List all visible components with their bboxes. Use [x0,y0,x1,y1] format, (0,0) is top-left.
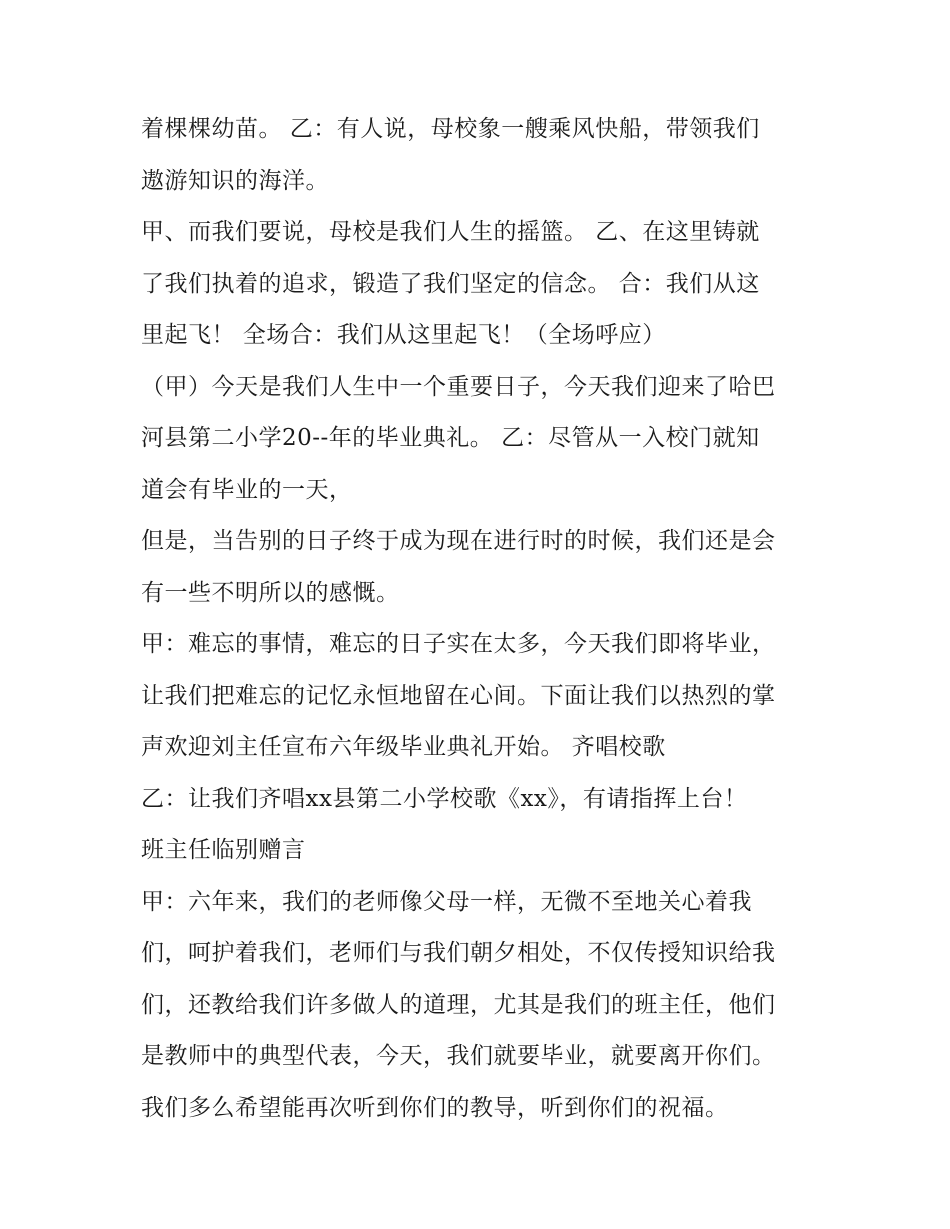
text-line: 着棵棵幼苗。 乙：有人说，母校象一艘乘风快船，带领我们 [141,116,760,142]
text-line: 遨游知识的海洋。 [141,167,329,194]
text-line: 甲：难忘的事情，难忘的日子实在太多，今天我们即将毕业， [141,631,776,657]
text-line: 河县第二小学20--年的毕业典礼。 乙：尽管从一入校门就知 [141,425,760,451]
text-line: 甲、而我们要说，母校是我们人生的摇篮。 乙、在这里铸就 [141,219,760,245]
text-line: （甲）今天是我们人生中一个重要日子，今天我们迎来了哈巴 [141,373,776,400]
text-line: 甲：六年来，我们的老师像父母一样，无微不至地关心着我 [141,888,752,915]
text-line: 但是，当告别的日子终于成为现在进行时的时候，我们还是会 [141,528,776,554]
text-line: 声欢迎刘主任宣布六年级毕业典礼开始。 齐唱校歌 [141,734,666,760]
text-line: 们，呵护着我们，老师们与我们朝夕相处，不仅传授知识给我 [141,940,776,966]
text-line: 乙：让我们齐唱xx县第二小学校歌《xx》，有请指挥上台！ [141,785,748,812]
text-line: 班主任临别赠言 [141,837,306,863]
text-line: 让我们把难忘的记忆永恒地留在心间。下面让我们以热烈的掌 [141,682,776,709]
text-line: 们，还教给我们许多做人的道理，尤其是我们的班主任，他们 [141,991,776,1018]
text-line: 里起飞！ 全场合：我们从这里起飞！（全场呼应） [141,322,666,348]
text-line: 有一些不明所以的感慨。 [141,579,400,606]
text-line: 我们多么希望能再次听到你们的教导，听到你们的祝福。 [141,1094,729,1121]
document-body [141,104,821,1134]
text-line: 道会有毕业的一天， [141,476,353,503]
text-line: 了我们执着的追求，锻造了我们坚定的信念。 合：我们从这 [141,270,760,297]
text-line: 是教师中的典型代表，今天，我们就要毕业，就要离开你们。 [141,1043,776,1069]
